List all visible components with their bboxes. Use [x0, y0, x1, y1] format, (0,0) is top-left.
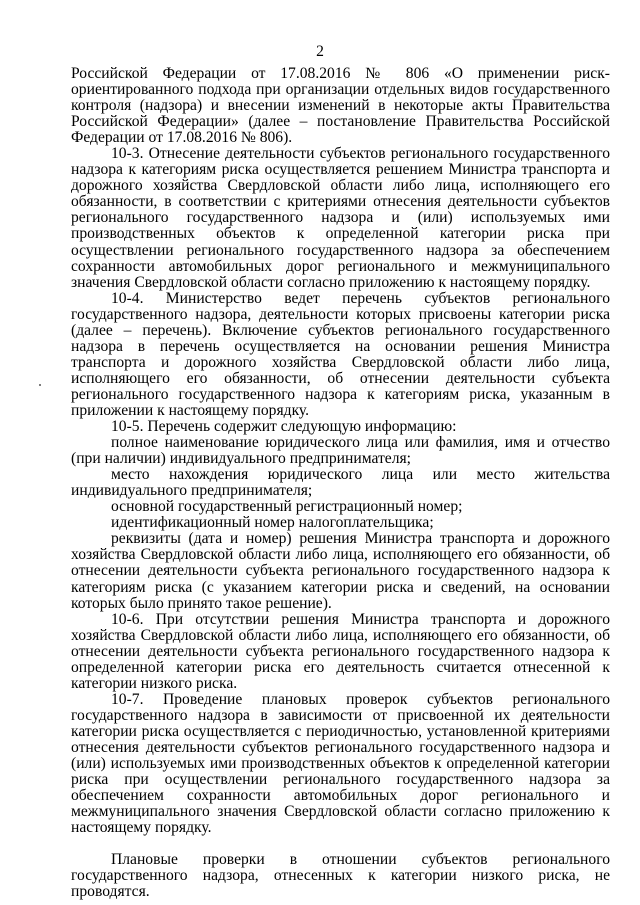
paragraph-10-6: 10-6. При отсутствии решения Министра транспорта и дорожного хозяйства Свердловской области либо лица, исполняющего его обязанности, об отнесении деятельности субъекта регионального государственного надзора к определенной категории риска его деятельность считается отнесенной к категории низкого риска. — [71, 610, 610, 692]
list-item-decision-details: реквизиты (дата и номер) решения Министра транспорта и дорожного хозяйства Свердловской области либо лица, исполняющего его обязанности, об отнесении деятельности субъекта регионального государственного надзора к категориям риска (с указанием категории риска и сведений, на основании которых было принято такое решение). — [71, 530, 610, 612]
scan-artifact-dot — [39, 384, 41, 386]
paragraph-continuation: Российской Федерации от 17.08.2016 № 806 «О применении риск-ориентированного подхода при организации отдельных видов государственного контроля (надзора) и внесении изменений в некоторые акты Правительства Российской Федерации» (далее – постановление Правительства Российской Федерации от 17.08.2016 № 806). — [71, 65, 610, 147]
list-item-location: место нахождения юридического лица или место жительства индивидуального предпринимателя; — [71, 466, 610, 500]
list-item-full-name: полное наименование юридического лица или фамилия, имя и отчество (при наличии) индивидуального предпринимателя; — [71, 434, 610, 468]
page-number: 2 — [316, 43, 324, 60]
paragraph-10-7: 10-7. Проведение плановых проверок субъектов регионального государственного надзора в зависимости от присвоенной их деятельности категории риска осуществляется с периодичностью, установленной критериями отнесения деятельности субъектов регионального государственного надзора и (или) используемых ими производственных объектов к определенной категории риска при осуществлении регионального государственного надзора за обеспечением сохранности автомобильных дорог регионального и межмуниципального значения Свердловской области согласно приложению к настоящему порядку. — [71, 690, 610, 837]
document-body — [71, 66, 610, 900]
paragraph-10-4: 10-4. Министерство ведет перечень субъектов регионального государственного надзора, деятельности которых присвоены категории риска (далее – перечень). Включение субъектов регионального государственного надзора в перечень осуществляется на основании решения Министра транспорта и дорожного хозяйства Свердловской области либо лица, исполняющего его обязанности, об отнесении деятельности субъекта регионального государственного надзора к категориям риска, указанным в приложении к настоящему порядку. — [71, 289, 610, 419]
list-item-inn: идентификационный номер налогоплательщика; — [111, 514, 434, 532]
paragraph-low-risk-note: Плановые проверки в отношении субъектов регионального государственного надзора, отнесенных к категории низкого риска, не проводятся. — [71, 851, 610, 901]
paragraph-10-5: 10-5. Перечень содержит следующую информацию: — [111, 418, 457, 436]
list-item-ogrn: основной государственный регистрационный номер; — [111, 498, 463, 516]
paragraph-10-3: 10-3. Отнесение деятельности субъектов регионального государственного надзора к категориям риска осуществляется решением Министра транспорта и дорожного хозяйства Свердловской области либо лица, исполняющего его обязанности, в соответствии с критериями отнесения деятельности субъектов регионального государственного надзора и (или) используемых ими производственных объектов к определенной категории риска при осуществлении регионального государственного надзора за обеспечением сохранности автомобильных дорог регионального и межмуниципального значения Свердловской области согласно приложению к настоящему порядку. — [71, 145, 610, 291]
